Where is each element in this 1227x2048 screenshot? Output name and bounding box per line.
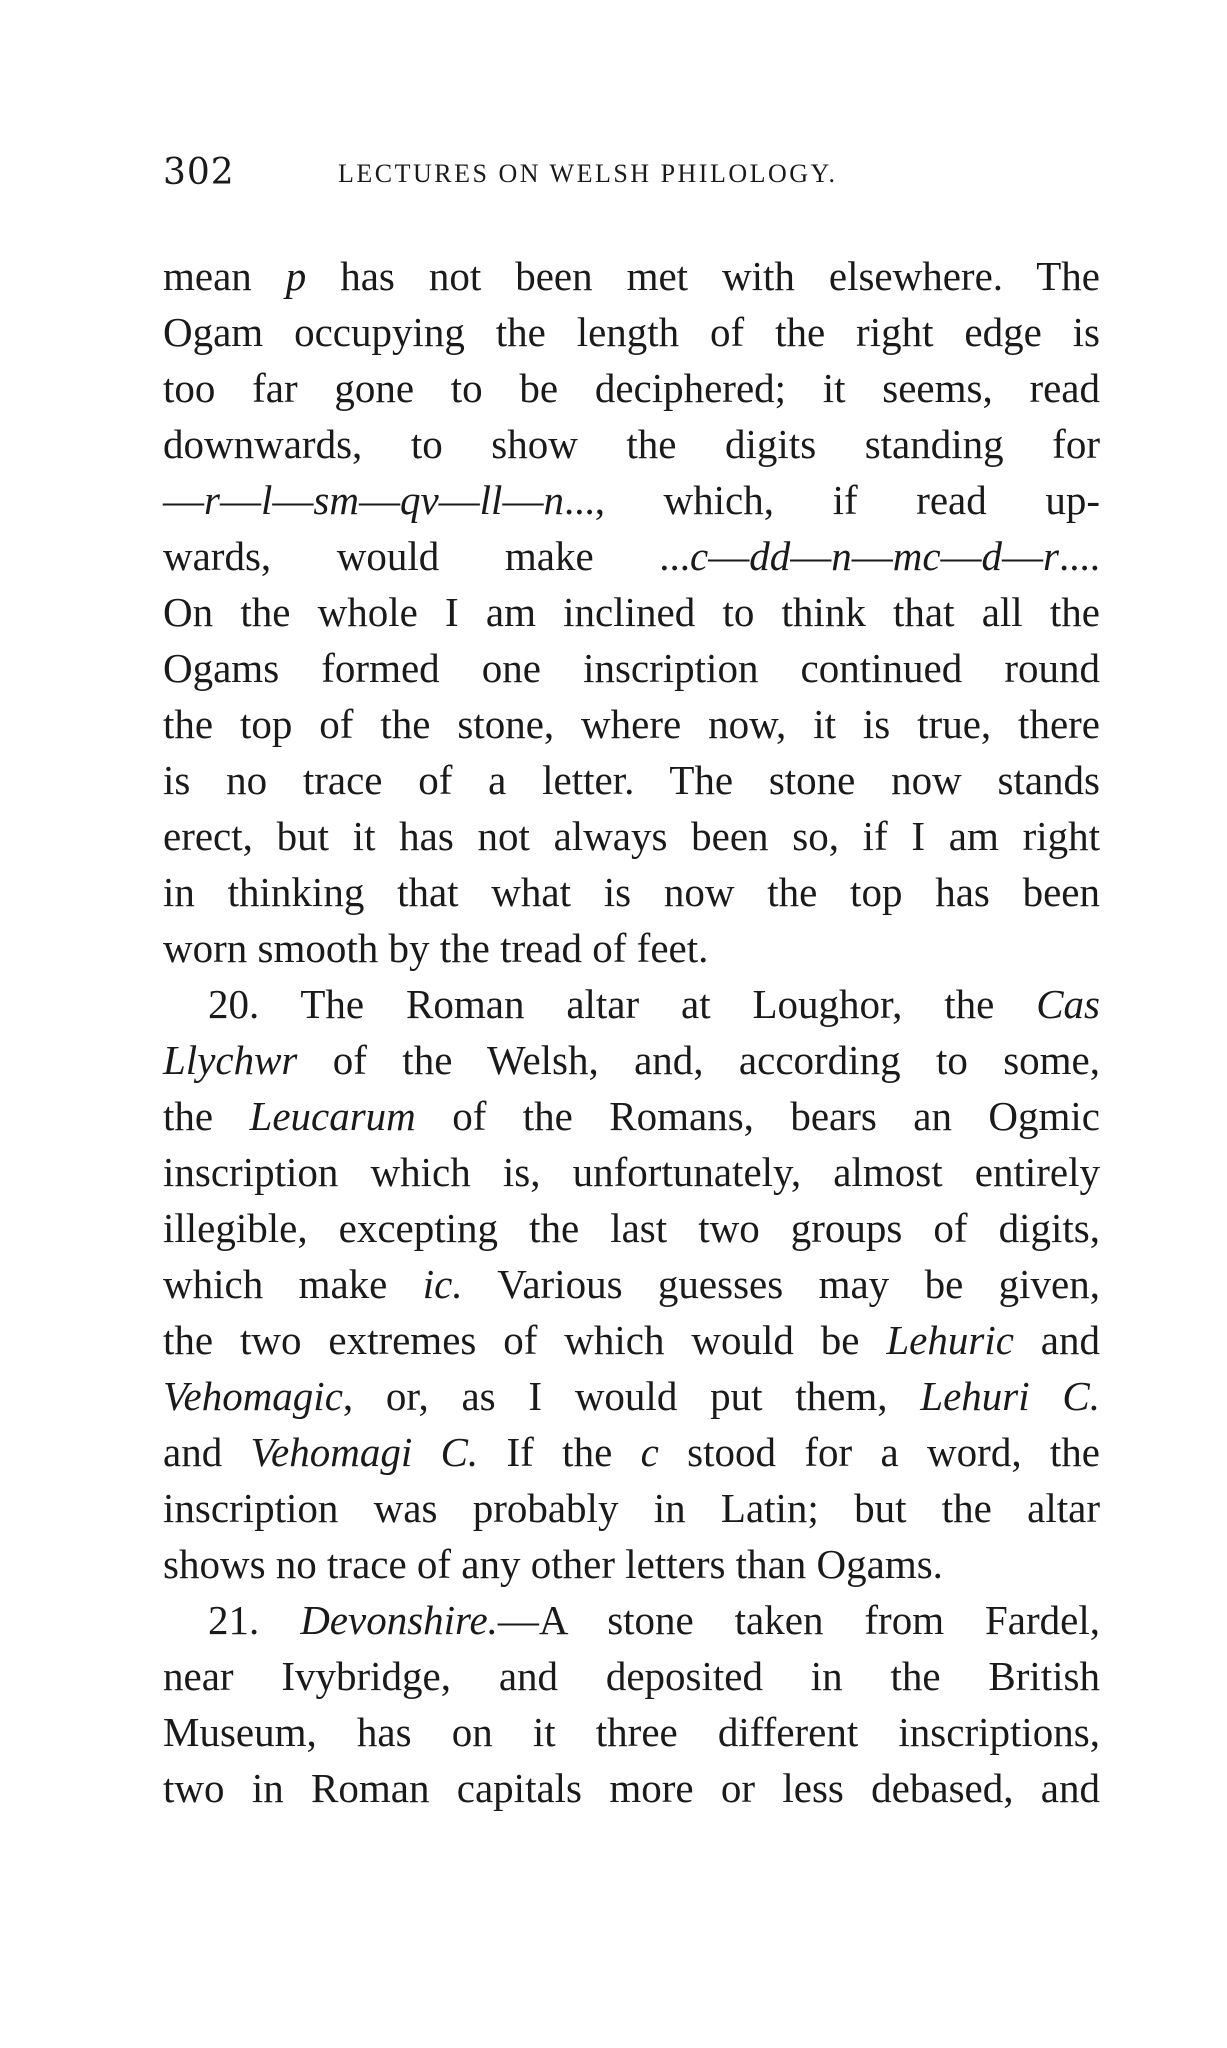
text-run: too far gone to be deciphered; it seems, read <box>163 365 1100 411</box>
text-run: and <box>1013 1317 1100 1363</box>
italic-text: r <box>204 477 220 523</box>
text-run: .... <box>1059 533 1100 579</box>
text-run: — <box>851 533 893 579</box>
text-run: in thinking that what is now the top has been <box>163 869 1100 915</box>
text-line <box>163 1088 1100 1144</box>
text-run: worn smooth by the tread of feet. <box>163 925 709 971</box>
page-number: 302 <box>163 152 235 193</box>
text-run: the two extremes of which would be <box>163 1317 887 1363</box>
text-line <box>163 304 1100 360</box>
text-run: inscription which is, unfortunately, almost entirely <box>163 1149 1100 1195</box>
text-run: — <box>940 533 982 579</box>
running-title: LECTURES ON WELSH PHILOLOGY. <box>338 159 838 188</box>
text-line <box>163 248 1100 304</box>
text-run: Ogam occupying the length of the right edge is <box>163 309 1100 355</box>
italic-text: p <box>285 253 307 299</box>
italic-text: n <box>831 533 852 579</box>
italic-text: qv <box>399 477 439 523</box>
text-run: is no trace of a letter. The stone now stands <box>163 757 1100 803</box>
text-line <box>163 920 1100 976</box>
italic-text: Leucarum <box>249 1093 416 1139</box>
text-line <box>163 1704 1100 1760</box>
text-line <box>163 584 1100 640</box>
text-run: — <box>272 477 314 523</box>
text-line <box>163 1760 1100 1816</box>
text-line <box>163 1368 1100 1424</box>
text-run: 20. The Roman altar at Loughor, the <box>208 981 1037 1027</box>
text-run: — <box>219 477 261 523</box>
text-run: stood for a word, the <box>658 1429 1100 1475</box>
text-run: If the <box>478 1429 641 1475</box>
italic-text: n <box>543 477 564 523</box>
italic-text: Devonshire. <box>300 1597 498 1643</box>
italic-text: c <box>690 533 709 579</box>
text-run: the top of the stone, where now, it is true, there <box>163 701 1100 747</box>
text-run: illegible, excepting the last two groups of digits, <box>163 1205 1100 1251</box>
text-run: — <box>502 477 544 523</box>
text-run: — <box>708 533 750 579</box>
italic-text: r <box>1043 533 1059 579</box>
italic-text: Vehomagic <box>163 1373 343 1419</box>
italic-text: Lehuric <box>886 1317 1014 1363</box>
text-line <box>163 1424 1100 1480</box>
text-run: near Ivybridge, and deposited in the British <box>163 1653 1100 1699</box>
italic-text: Cas <box>1036 981 1100 1027</box>
italic-text: l <box>260 477 273 523</box>
text-run: and <box>163 1429 251 1475</box>
text-run: of the Welsh, and, according to some, <box>297 1037 1100 1083</box>
text-run: mean <box>163 253 286 299</box>
text-line <box>163 528 1100 584</box>
text-line <box>163 1256 1100 1312</box>
text-run: of the Romans, bears an Ogmic <box>415 1093 1100 1139</box>
text-run: which make <box>163 1261 423 1307</box>
italic-text: sm <box>313 477 359 523</box>
italic-text: d <box>981 533 1003 579</box>
italic-text: Vehomagi C. <box>250 1429 479 1475</box>
text-line <box>163 416 1100 472</box>
text-line <box>163 752 1100 808</box>
italic-text: ic. <box>422 1261 463 1307</box>
text-run: ..., which, if read up- <box>563 477 1100 523</box>
italic-text: c <box>640 1429 659 1475</box>
body-text <box>163 248 1100 1816</box>
text-line <box>163 1144 1100 1200</box>
italic-text: ll <box>479 477 503 523</box>
text-run: Various guesses may be given, <box>462 1261 1100 1307</box>
text-run: erect, but it has not always been so, if I am right <box>163 813 1100 859</box>
text-run: two in Roman capitals more or less debased, and <box>163 1765 1100 1811</box>
italic-text: Llychwr <box>163 1037 298 1083</box>
text-run: — <box>438 477 480 523</box>
italic-text: Lehuri C. <box>920 1373 1100 1419</box>
text-run: On the whole I am inclined to think that all the <box>163 589 1100 635</box>
text-run: has not been met with elsewhere. The <box>306 253 1100 299</box>
text-line <box>163 1312 1100 1368</box>
text-run: downwards, to show the digits standing for <box>163 421 1100 467</box>
text-line <box>163 1032 1100 1088</box>
text-run: Museum, has on it three different inscriptions, <box>163 1709 1100 1755</box>
text-line <box>163 808 1100 864</box>
text-run: 21. <box>208 1597 301 1643</box>
text-line <box>163 1480 1100 1536</box>
text-run: shows no trace of any other letters than Ogams. <box>163 1541 943 1587</box>
text-run: , or, as I would put them, <box>342 1373 921 1419</box>
text-run: Ogams formed one inscription continued round <box>163 645 1100 691</box>
italic-text: mc <box>892 533 941 579</box>
text-run: —A stone taken from Fardel, <box>497 1597 1101 1643</box>
text-run: — <box>358 477 400 523</box>
text-run: wards, would make ... <box>163 533 691 579</box>
text-line <box>163 1592 1100 1648</box>
text-line <box>163 1536 1100 1592</box>
text-line <box>163 640 1100 696</box>
page-header <box>163 150 1100 196</box>
text-line <box>163 696 1100 752</box>
text-run: — <box>163 477 204 523</box>
text-run: — <box>1002 533 1044 579</box>
text-run: the <box>163 1093 250 1139</box>
text-line <box>163 864 1100 920</box>
text-line <box>163 472 1100 528</box>
text-line <box>163 1648 1100 1704</box>
text-run: inscription was probably in Latin; but the altar <box>163 1485 1100 1531</box>
text-line <box>163 360 1100 416</box>
italic-text: dd <box>749 533 791 579</box>
text-run: — <box>790 533 832 579</box>
text-line <box>163 976 1100 1032</box>
text-line <box>163 1200 1100 1256</box>
